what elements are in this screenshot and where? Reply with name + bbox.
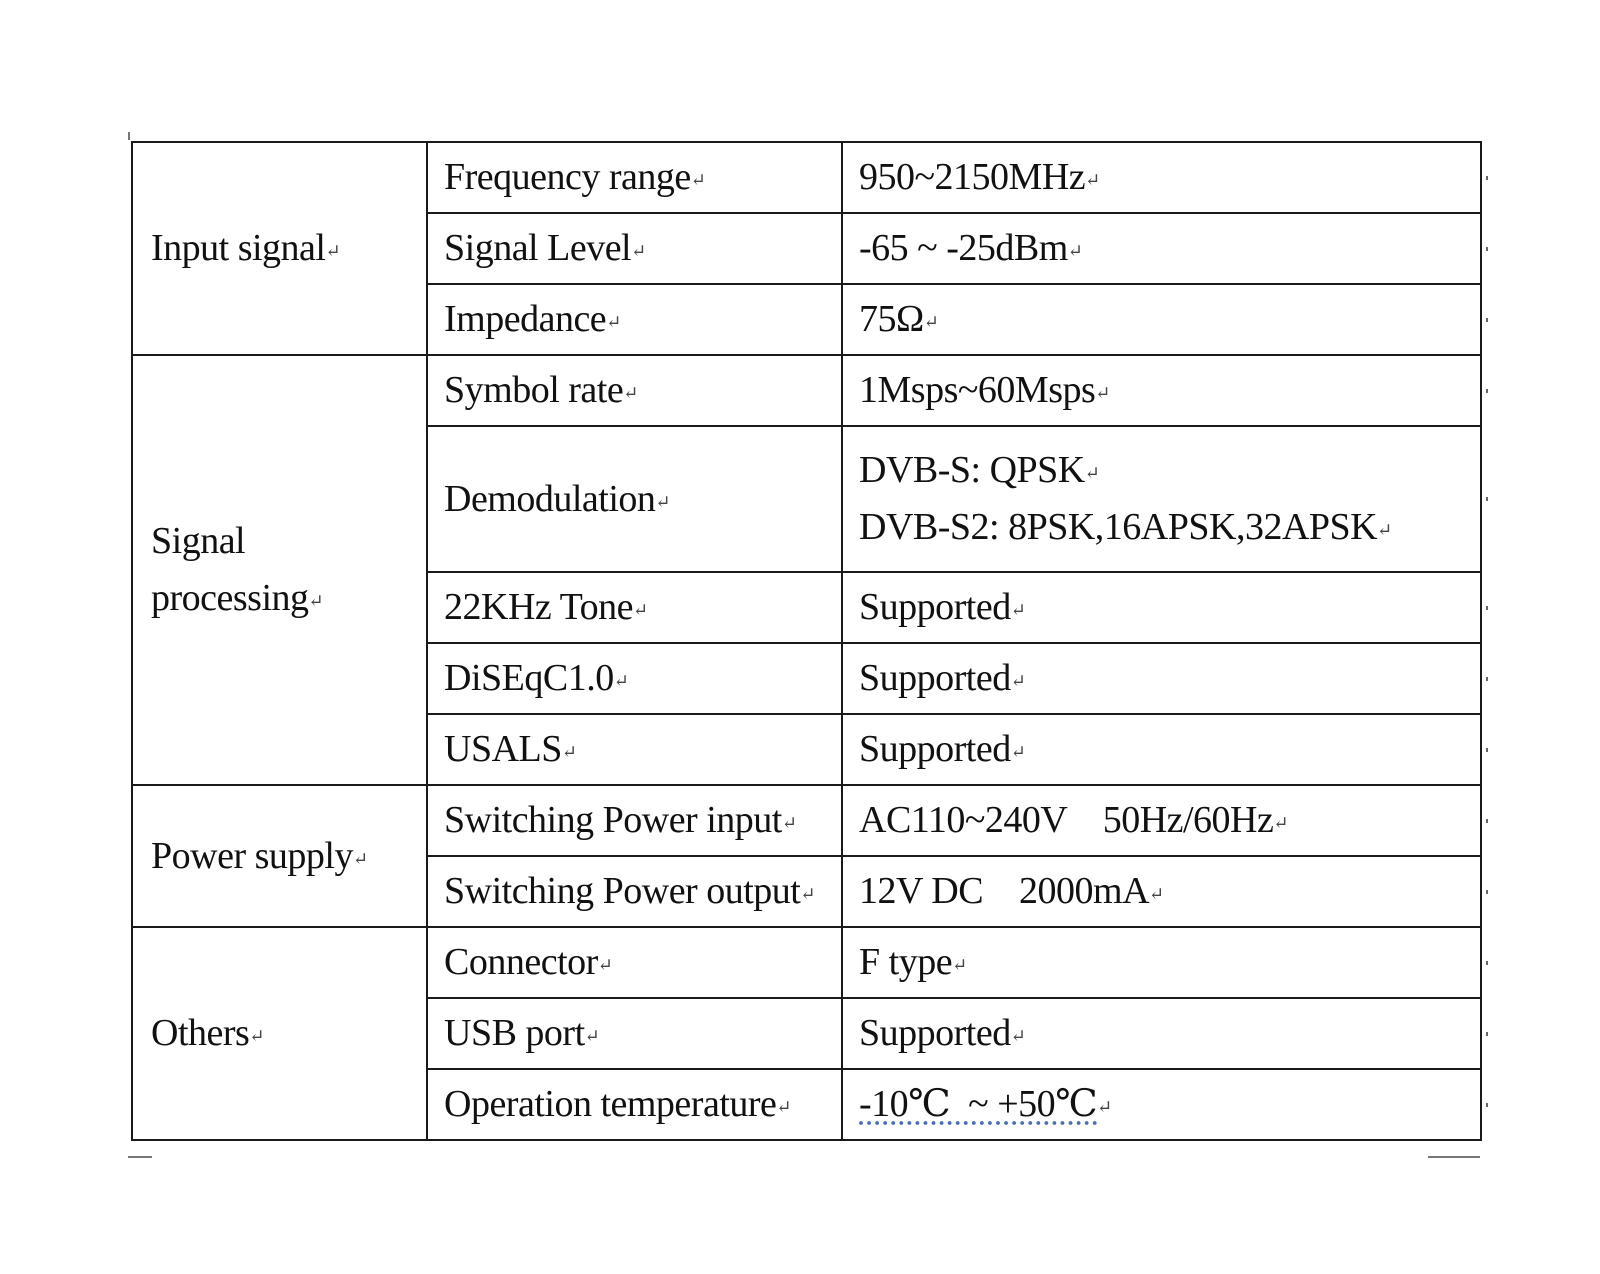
value-cell — [842, 355, 1481, 426]
paragraph-mark: ↵ — [1273, 812, 1288, 833]
param-cell — [427, 927, 842, 998]
paragraph-mark: ↵ — [1010, 670, 1026, 691]
row-end-mark — [1486, 389, 1488, 393]
value-label: DVB-S2: 8PSK,16APSK,32APSK — [859, 506, 1378, 548]
value-cell — [842, 142, 1481, 213]
value-cell — [842, 213, 1481, 284]
corner-mark-top-left — [128, 132, 130, 140]
param-label: Switching Power output — [444, 870, 801, 912]
value-label: DVB-S: QPSK — [859, 449, 1085, 491]
value-label: Supported — [859, 1012, 1011, 1054]
row-end-mark — [1486, 1032, 1488, 1036]
row-end-mark — [1486, 606, 1488, 610]
paragraph-mark: ↵ — [690, 169, 706, 190]
value-label: AC110~240V 50Hz/60Hz — [859, 799, 1274, 841]
param-cell — [427, 998, 842, 1069]
value-cell — [842, 998, 1481, 1069]
param-cell — [427, 785, 842, 856]
param-cell — [427, 426, 842, 572]
paragraph-mark: ↵ — [249, 1025, 264, 1046]
param-label: Connector — [444, 941, 598, 983]
param-label: 22KHz Tone — [444, 586, 633, 628]
paragraph-mark: ↵ — [623, 382, 638, 403]
paragraph-mark: ↵ — [1377, 519, 1392, 540]
value-line — [859, 499, 1480, 556]
param-cell — [427, 284, 842, 355]
param-cell — [427, 643, 842, 714]
param-label: Impedance — [444, 298, 607, 340]
paragraph-mark: ↵ — [952, 954, 967, 975]
paragraph-mark: ↵ — [800, 883, 815, 904]
paragraph-mark: ↵ — [1149, 883, 1164, 904]
paragraph-mark: ↵ — [1095, 382, 1110, 403]
param-label: Operation temperature — [444, 1083, 777, 1125]
paragraph-mark: ↵ — [1097, 1096, 1112, 1117]
paragraph-mark: ↵ — [1067, 240, 1083, 261]
category-cell-signal-processing — [132, 355, 427, 785]
param-label: Frequency range — [444, 156, 691, 198]
category-label: Power supply — [151, 834, 353, 877]
value-label: 75Ω — [859, 298, 924, 340]
category-label: Others — [151, 1012, 250, 1054]
category-cell-power-supply — [132, 785, 427, 927]
paragraph-mark: ↵ — [631, 240, 646, 261]
paragraph-mark: ↵ — [597, 954, 613, 975]
value-label: Supported — [859, 728, 1011, 770]
value-label: F type — [859, 941, 953, 983]
value-cell — [842, 284, 1481, 355]
value-label: Supported — [859, 586, 1011, 628]
param-label: DiSEqC1.0 — [444, 657, 614, 699]
param-label: USALS — [444, 728, 562, 770]
paragraph-mark: ↵ — [352, 848, 368, 869]
param-cell — [427, 714, 842, 785]
corner-mark-bottom-left — [128, 1156, 152, 1158]
table-row — [132, 142, 1481, 213]
table-row — [132, 927, 1481, 998]
param-label: Signal Level — [444, 227, 632, 269]
value-label: 12V DC 2000mA — [859, 870, 1150, 912]
paragraph-mark: ↵ — [561, 741, 577, 762]
paragraph-mark: ↵ — [781, 812, 797, 833]
param-cell — [427, 355, 842, 426]
param-cell — [427, 213, 842, 284]
paragraph-mark: ↵ — [923, 311, 939, 332]
row-end-mark — [1486, 176, 1488, 180]
param-label: Switching Power input — [444, 799, 782, 841]
row-end-mark — [1486, 318, 1488, 322]
value-label: 950~2150MHz — [859, 156, 1086, 198]
paragraph-mark: ↵ — [584, 1025, 600, 1046]
param-label: Symbol rate — [444, 369, 624, 411]
value-label: Supported — [859, 657, 1011, 699]
row-end-mark — [1486, 247, 1488, 251]
param-cell — [427, 572, 842, 643]
value-cell — [842, 714, 1481, 785]
value-cell — [842, 426, 1481, 572]
row-end-mark — [1486, 890, 1488, 894]
value-cell — [842, 572, 1481, 643]
category-cell-others — [132, 927, 427, 1140]
param-label: Demodulation — [444, 477, 656, 520]
paragraph-mark: ↵ — [606, 311, 621, 332]
param-label: USB port — [444, 1012, 585, 1054]
paragraph-mark: ↵ — [325, 240, 341, 261]
category-cell-input-signal — [132, 142, 427, 355]
param-cell — [427, 856, 842, 927]
value-cell — [842, 643, 1481, 714]
paragraph-mark: ↵ — [1010, 1025, 1026, 1046]
param-cell — [427, 1069, 842, 1140]
param-cell — [427, 142, 842, 213]
value-label: 1Msps~60Msps — [859, 369, 1096, 411]
row-end-mark — [1486, 1103, 1488, 1107]
value-label: -10℃ ~ +50℃ — [859, 1083, 1098, 1125]
spec-table — [131, 141, 1482, 1141]
paragraph-mark: ↵ — [776, 1096, 791, 1117]
paragraph-mark: ↵ — [633, 599, 648, 620]
row-end-mark — [1486, 677, 1488, 681]
value-cell — [842, 927, 1481, 998]
paragraph-mark: ↵ — [308, 590, 324, 611]
value-cell — [842, 856, 1481, 927]
category-label: Signal processing — [151, 520, 309, 619]
row-end-mark — [1486, 819, 1488, 823]
paragraph-mark: ↵ — [1010, 741, 1026, 762]
table-row — [132, 355, 1481, 426]
category-label: Input signal — [151, 227, 326, 269]
corner-mark-bottom-right — [1428, 1156, 1480, 1158]
row-end-mark — [1486, 748, 1488, 752]
paragraph-mark: ↵ — [1084, 462, 1100, 483]
row-end-mark — [1486, 961, 1488, 965]
value-line — [859, 442, 1480, 499]
paragraph-mark: ↵ — [655, 491, 670, 512]
value-cell — [842, 785, 1481, 856]
value-cell — [842, 1069, 1481, 1140]
row-end-mark — [1486, 497, 1488, 501]
paragraph-mark: ↵ — [1085, 169, 1100, 190]
table-row — [132, 785, 1481, 856]
value-label: -65 ~ -25dBm — [859, 227, 1068, 269]
spec-table-body — [132, 142, 1481, 1140]
paragraph-mark: ↵ — [613, 670, 629, 691]
paragraph-mark: ↵ — [1010, 599, 1026, 620]
